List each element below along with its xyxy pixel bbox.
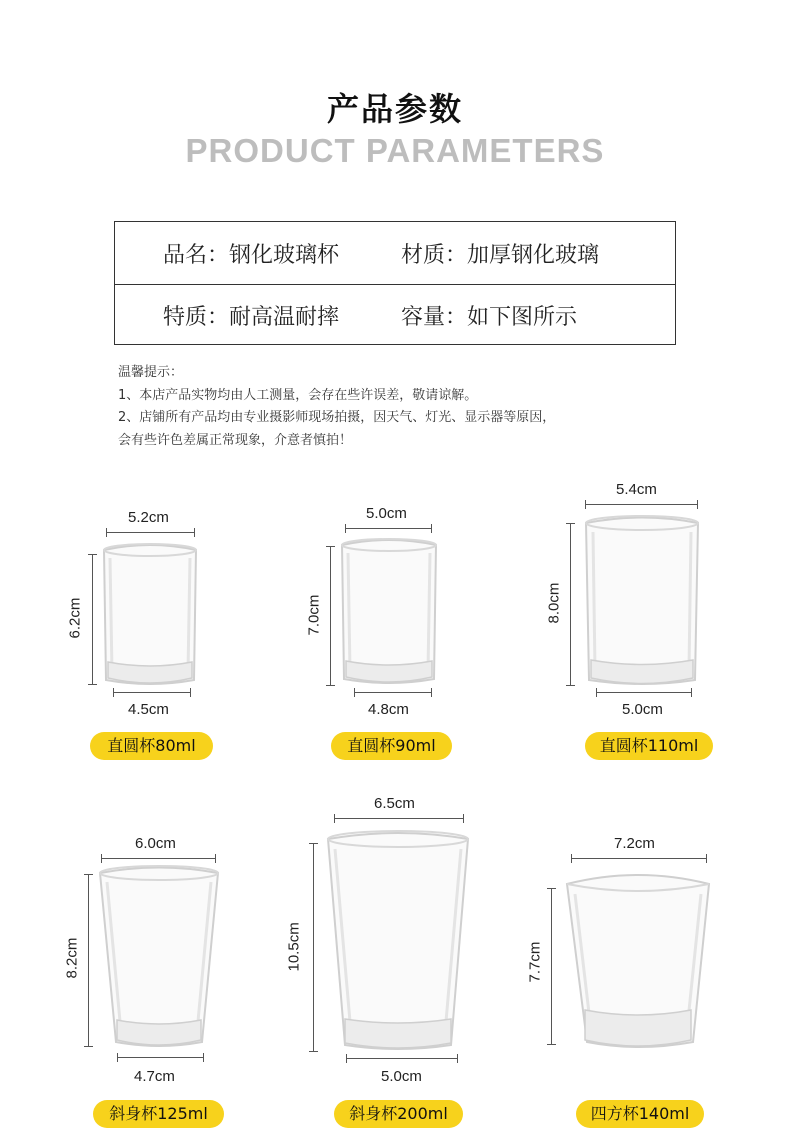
bottom-diameter-label: 5.0cm bbox=[622, 701, 663, 718]
glass-image bbox=[563, 870, 713, 1054]
page-title-en: PRODUCT PARAMETERS bbox=[185, 132, 605, 169]
glass-image bbox=[338, 537, 440, 689]
product-label-pill: 斜身杯200ml bbox=[334, 1100, 463, 1128]
top-diameter-label: 6.0cm bbox=[135, 835, 176, 852]
spec-feature: 特质：耐高温耐摔 bbox=[163, 304, 340, 330]
product-label-pill: 直圆杯90ml bbox=[331, 732, 452, 760]
width-dimension-line bbox=[585, 504, 698, 505]
product-label-pill: 直圆杯80ml bbox=[90, 732, 213, 760]
glass-image bbox=[97, 864, 221, 1052]
bottom-diameter-label: 5.0cm bbox=[381, 1068, 422, 1085]
tips-line: 2、店铺所有产品均由专业摄影师现场拍摄，因天气、灯光、显示器等原因， bbox=[118, 410, 556, 425]
bottom-diameter-label: 4.5cm bbox=[128, 701, 169, 718]
height-label: 8.2cm bbox=[63, 937, 81, 979]
product-label-pill: 斜身杯125ml bbox=[93, 1100, 224, 1128]
tips-block bbox=[118, 362, 555, 452]
height-label: 10.5cm bbox=[285, 922, 303, 972]
height-dimension-line bbox=[88, 874, 89, 1047]
width-dimension-line bbox=[106, 532, 195, 533]
height-label: 7.0cm bbox=[305, 594, 323, 636]
width-dimension-line bbox=[117, 1057, 204, 1058]
height-dimension-line bbox=[92, 554, 93, 685]
height-label: 8.0cm bbox=[545, 582, 563, 624]
height-dimension-line bbox=[330, 546, 331, 686]
spec-product-name: 品名：钢化玻璃杯 bbox=[163, 242, 340, 268]
top-diameter-label: 6.5cm bbox=[374, 795, 415, 812]
bottom-diameter-label: 4.8cm bbox=[368, 701, 409, 718]
glass-image bbox=[325, 829, 471, 1055]
top-diameter-label: 5.0cm bbox=[366, 505, 407, 522]
width-dimension-line bbox=[596, 692, 692, 693]
glass-image bbox=[100, 542, 200, 690]
width-dimension-line bbox=[354, 692, 432, 693]
top-diameter-label: 5.4cm bbox=[616, 481, 657, 498]
page-title-cn: 产品参数 bbox=[326, 90, 463, 128]
glass-image bbox=[583, 514, 701, 690]
spec-table bbox=[114, 221, 676, 345]
tips-heading: 温馨提示： bbox=[118, 365, 184, 380]
product-label-pill: 直圆杯110ml bbox=[585, 732, 713, 760]
tips-line: 会有些许色差属正常现象，介意者慎拍！ bbox=[118, 432, 353, 448]
width-dimension-line bbox=[346, 1058, 458, 1059]
height-label: 6.2cm bbox=[66, 597, 84, 639]
width-dimension-line bbox=[571, 858, 707, 859]
top-diameter-label: 5.2cm bbox=[128, 509, 169, 526]
spec-row bbox=[115, 222, 675, 285]
bottom-diameter-label: 4.7cm bbox=[134, 1068, 175, 1085]
tips-line: 1、本店产品实物均由人工测量，会存在些许误差，敬请谅解。 bbox=[118, 387, 478, 403]
spec-capacity: 容量：如下图所示 bbox=[401, 304, 578, 330]
spec-material: 材质：加厚钢化玻璃 bbox=[401, 242, 600, 268]
height-dimension-line bbox=[551, 888, 552, 1045]
width-dimension-line bbox=[334, 818, 464, 819]
product-label-pill: 四方杯140ml bbox=[576, 1100, 704, 1128]
top-diameter-label: 7.2cm bbox=[614, 835, 655, 852]
height-dimension-line bbox=[313, 843, 314, 1052]
width-dimension-line bbox=[345, 528, 432, 529]
spec-row bbox=[115, 284, 675, 346]
height-label: 7.7cm bbox=[526, 941, 544, 983]
width-dimension-line bbox=[113, 692, 191, 693]
height-dimension-line bbox=[570, 523, 571, 686]
width-dimension-line bbox=[101, 858, 216, 859]
